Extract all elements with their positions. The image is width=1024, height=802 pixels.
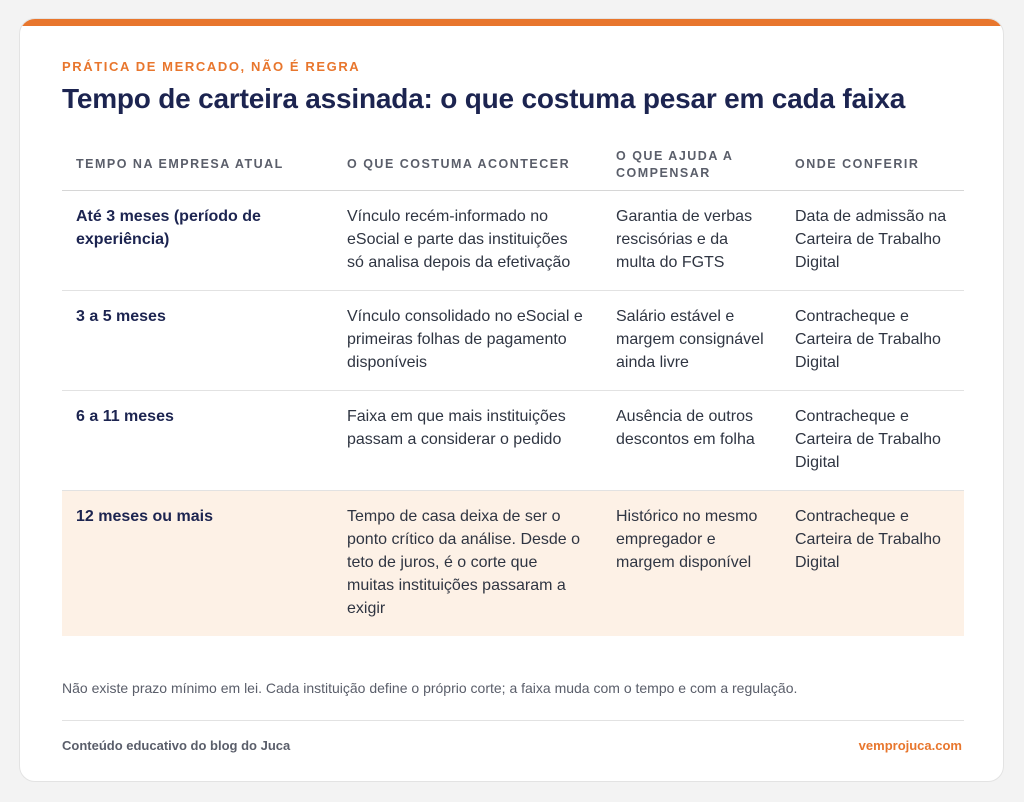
- column-header: ONDE CONFERIR: [781, 139, 964, 191]
- table-row: [62, 191, 964, 291]
- column-header: TEMPO NA EMPRESA ATUAL: [62, 139, 333, 191]
- table-cell: Salário estável e margem consignável ainda livre: [602, 291, 781, 391]
- table-row: [62, 391, 964, 491]
- table-cell: Vínculo recém-informado no eSocial e parte das instituições só analisa depois da efetivação: [333, 191, 602, 291]
- column-header: O QUE COSTUMA ACONTECER: [333, 139, 602, 191]
- eyebrow-label: PRÁTICA DE MERCADO, NÃO É REGRA: [62, 59, 361, 74]
- table-cell: Faixa em que mais instituições passam a considerar o pedido: [333, 391, 602, 491]
- table-row: [62, 291, 964, 391]
- page-title: Tempo de carteira assinada: o que costuma pesar em cada faixa: [62, 83, 906, 114]
- table-cell: Até 3 meses (período de experiência): [62, 191, 333, 291]
- table-cell: 3 a 5 meses: [62, 291, 333, 391]
- footer-divider: [62, 720, 964, 721]
- footnote: Não existe prazo mínimo em lei. Cada instituição define o próprio corte; a faixa muda com o tempo e com a regulação.: [62, 680, 798, 696]
- info-table: [62, 139, 964, 636]
- table-cell: Ausência de outros descontos em folha: [602, 391, 781, 491]
- content-card: [19, 18, 1004, 782]
- table-header-row: [62, 139, 964, 191]
- table-cell: 6 a 11 meses: [62, 391, 333, 491]
- table-cell: Vínculo consolidado no eSocial e primeiras folhas de pagamento disponíveis: [333, 291, 602, 391]
- accent-bar: [20, 19, 1003, 26]
- table-cell: Contracheque e Carteira de Trabalho Digital: [781, 291, 964, 391]
- table-cell: 12 meses ou mais: [62, 491, 333, 637]
- table-cell: Contracheque e Carteira de Trabalho Digital: [781, 391, 964, 491]
- footer-site-link[interactable]: vemprojuca.com: [858, 738, 962, 753]
- column-header: O QUE AJUDA A COMPENSAR: [602, 139, 781, 191]
- table-cell: Contracheque e Carteira de Trabalho Digital: [781, 491, 964, 637]
- table-cell: Histórico no mesmo empregador e margem disponível: [602, 491, 781, 637]
- table-cell: Garantia de verbas rescisórias e da multa do FGTS: [602, 191, 781, 291]
- table-row-highlighted: [62, 491, 964, 637]
- table-cell: Data de admissão na Carteira de Trabalho Digital: [781, 191, 964, 291]
- footer-credit: Conteúdo educativo do blog do Juca: [62, 738, 291, 753]
- table-cell: Tempo de casa deixa de ser o ponto crítico da análise. Desde o teto de juros, é o corte que muitas instituições passaram a exigir: [333, 491, 602, 637]
